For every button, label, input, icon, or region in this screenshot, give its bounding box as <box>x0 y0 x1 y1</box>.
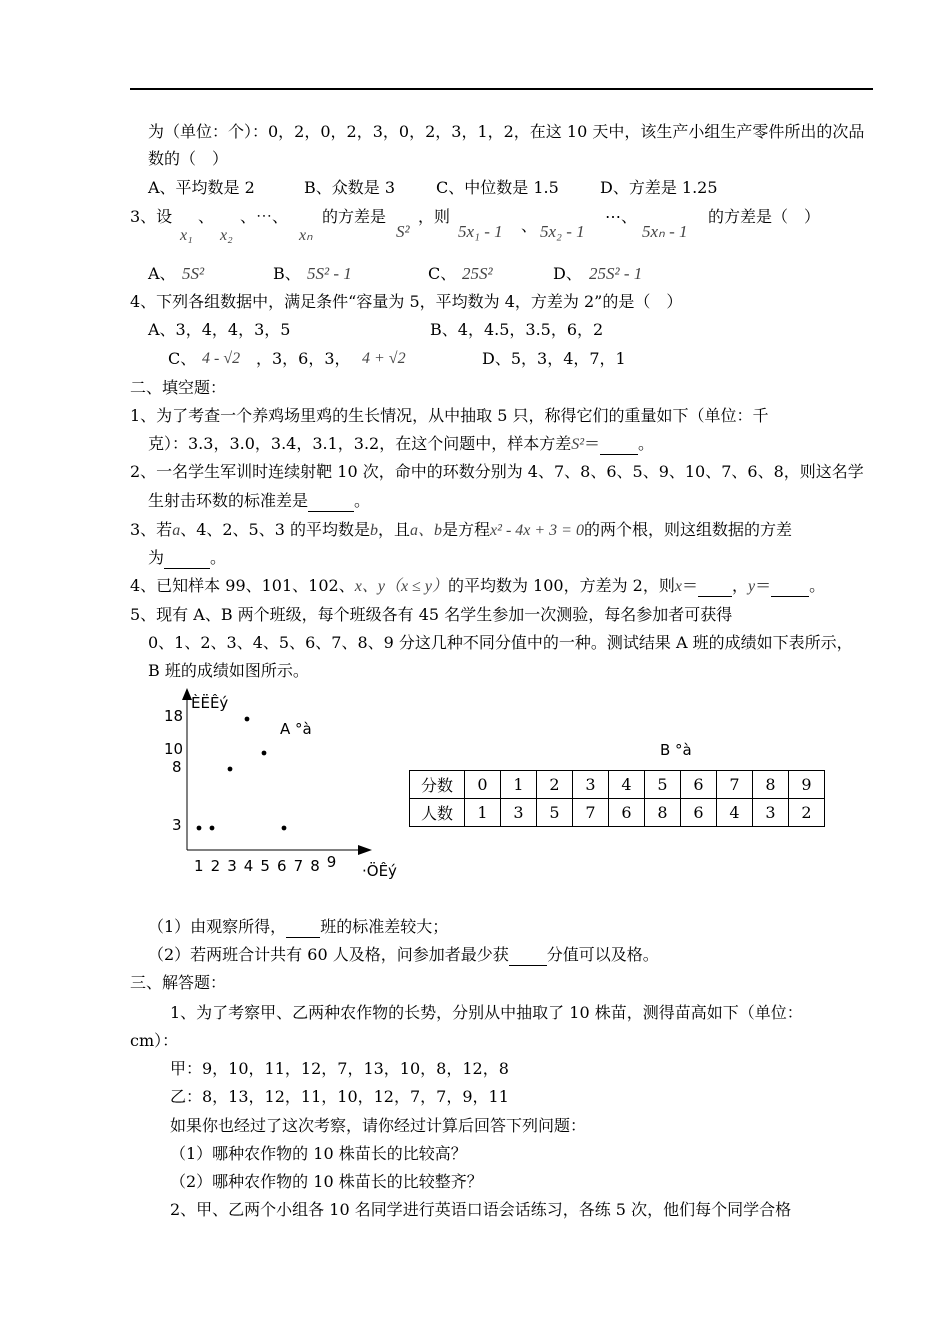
q2-stem-line1: 为（单位：个）：0，2，0，2，3，0，2，3，1，2，在这 10 天中，该生产小组生产零件所出的次品 <box>148 122 865 141</box>
score-row-header: 分数 <box>410 771 465 799</box>
answer1-yi-data: 乙：8，13，12，11，10，12，7，7，9，11 <box>170 1087 509 1106</box>
score-cell: 8 <box>753 771 789 799</box>
data-point <box>282 826 287 831</box>
answer1-jia-data: 甲：9，10，11，12，7，13，10，8，12，8 <box>170 1059 509 1078</box>
q3-opt-c-expr: 25S² <box>462 264 493 283</box>
q3-opt-b-label: B、 <box>273 264 301 283</box>
q4-stem: 4、下列各组数据中，满足条件“容量为 5，平均数为 4，方差为 2”的是（ ） <box>130 292 683 311</box>
count-cell: 5 <box>537 799 573 827</box>
q3-x1: x₁ <box>180 227 193 244</box>
fill5-line2: 0、1、2、3、4、5、6、7、8、9 分这几种不同分值中的一种。测试结果 A 班的成绩如下表所示， <box>148 633 853 652</box>
x-tick-label: 6 <box>277 857 287 875</box>
q3-s2: S² <box>396 222 410 241</box>
fill4-line: 4、已知样本 99、101、102、x、y（x ≤ y）的平均数为 100，方差为 2，则x＝ ，y＝ 。 <box>130 576 826 595</box>
count-cell: 3 <box>753 799 789 827</box>
subq2: （2）若两班合计共有 60 人及格，问参加者最少获 分值可以及格。 <box>148 945 659 964</box>
q3-sep2: 、 <box>521 216 538 235</box>
q3-dots: 、⋯、 <box>240 207 289 226</box>
fill2-line1: 2、一名学生军训时连续射靶 10 次，命中的环数分别为 4、7、8、6、5、9、10、7、6、8，则这名学 <box>130 462 864 481</box>
x-tick-label: 3 <box>227 857 237 875</box>
answer1-line2: cm）： <box>130 1031 179 1050</box>
q4-option-c-expr1: 4 - √2 <box>202 350 241 367</box>
q3-e2: 5x₂ - 1 <box>540 222 585 241</box>
score-cell: 5 <box>645 771 681 799</box>
q3-lead: 3、设 <box>130 207 173 226</box>
class-b-caption: B °à <box>660 741 692 759</box>
answer1-line1: 1、为了考察甲、乙两种农作物的长势，分别从中抽取了 10 株苗，测得苗高如下（单位： <box>170 1003 803 1022</box>
fill5-line1: 5、现有 A、B 两个班级，每个班级各有 45 名学生参加一次测验，每名参加者可获得 <box>130 605 733 624</box>
class-b-score-table <box>409 770 825 827</box>
count-cell: 8 <box>645 799 681 827</box>
q3-opt-a-expr: 5S² <box>182 264 205 283</box>
count-cell: 6 <box>681 799 717 827</box>
fill5-line3: B 班的成绩如图所示。 <box>148 661 309 680</box>
class-a-scatter-chart <box>150 682 410 882</box>
y-tick-label: 8 <box>172 758 182 776</box>
q3-sep1: 、 <box>198 207 215 226</box>
answer1-ask: 如果你也经过了这次考察，请你经过计算后回答下列问题： <box>170 1116 587 1135</box>
score-cell: 0 <box>465 771 501 799</box>
score-row <box>410 771 825 799</box>
section2-title: 二、填空题： <box>130 378 227 397</box>
data-points <box>197 717 287 831</box>
x-tick-label: 8 <box>310 857 320 875</box>
count-cell: 4 <box>717 799 753 827</box>
q3-en: 5xₙ - 1 <box>642 222 688 241</box>
score-cell: 7 <box>717 771 753 799</box>
x-axis-label: ·ÖÊý <box>362 862 397 880</box>
q4-option-b: B、4，4.5，3.5，6，2 <box>430 320 604 339</box>
count-cell: 1 <box>465 799 501 827</box>
count-cell: 3 <box>501 799 537 827</box>
fill1-line2: 克）：3.3，3.0，3.4，3.1，3.2，在这个问题中，样本方差S²＝ 。 <box>148 434 655 453</box>
q4-option-c-expr2: 4 + √2 <box>362 350 406 367</box>
y-tick-label: 18 <box>164 707 184 725</box>
q3-then: ，则 <box>418 207 451 226</box>
count-cell: 7 <box>573 799 609 827</box>
q4-option-c-mid: ，3，6，3， <box>256 349 351 368</box>
fill3-line2: 为 。 <box>148 548 227 567</box>
q4-option-c-label: C、 <box>168 349 197 368</box>
header-rule <box>130 88 873 90</box>
count-row-header: 人数 <box>410 799 465 827</box>
q2-option-a: A、平均数是 2 <box>148 178 255 197</box>
fill3-line1: 3、若a、4、2、5、3 的平均数是b，且a、b是方程x² - 4x + 3 = 0的两个根，则这组数据的方差 <box>130 520 792 539</box>
x-tick-label: 7 <box>293 857 304 875</box>
count-row <box>410 799 825 827</box>
score-cell: 1 <box>501 771 537 799</box>
q3-opt-a-label: A、 <box>148 264 176 283</box>
q3-opt-b-expr: 5S² - 1 <box>307 264 352 283</box>
q3-opt-c-label: C、 <box>428 264 457 283</box>
x-tick-label: 1 <box>194 857 204 875</box>
data-point <box>262 751 267 756</box>
q4-option-a: A、3，4，4，3，5 <box>148 320 291 339</box>
subq1: （1）由观察所得， 班的标准差较大； <box>148 917 449 936</box>
score-cell: 2 <box>537 771 573 799</box>
q3-dots2: ⋯、 <box>605 207 638 226</box>
y-axis-label: ÈËÊý <box>191 694 229 712</box>
x-tick-label: 2 <box>210 857 221 875</box>
q3-mid: 的方差是 <box>322 207 387 226</box>
chart-title: A °à <box>280 720 312 738</box>
q3-x2: x₂ <box>220 227 233 244</box>
q2-option-c: C、中位数是 1.5 <box>436 178 559 197</box>
x-tick-labels <box>194 853 336 875</box>
x-tick-label: 4 <box>243 857 254 875</box>
data-point <box>197 826 202 831</box>
q2-option-b: B、众数是 3 <box>304 178 396 197</box>
q3-opt-d-expr: 25S² - 1 <box>589 264 643 283</box>
q2-option-d: D、方差是 1.25 <box>600 178 718 197</box>
x-tick-label: 9 <box>326 853 337 871</box>
answer1-q1: （1）哪种农作物的 10 株苗长的比较高？ <box>170 1144 467 1163</box>
score-cell: 4 <box>609 771 645 799</box>
score-cell: 6 <box>681 771 717 799</box>
fill2-line2: 生射击环数的标准差是 。 <box>148 491 371 510</box>
data-point <box>245 717 250 722</box>
q2-stem-line2: 数的（ ） <box>148 149 229 168</box>
q3-xn: xₙ <box>299 227 313 244</box>
answer1-q2: （2）哪种农作物的 10 株苗长的比较整齐？ <box>170 1172 483 1191</box>
answer2-line1: 2、甲、乙两个小组各 10 名同学进行英语口语会话练习，各练 5 次，他们每个同学合格 <box>170 1200 792 1219</box>
data-point <box>210 826 215 831</box>
q4-option-d: D、5，3，4，7，1 <box>482 349 626 368</box>
y-tick-label: 10 <box>164 740 184 758</box>
score-cell: 3 <box>573 771 609 799</box>
x-tick-label: 5 <box>260 857 270 875</box>
count-cell: 2 <box>789 799 825 827</box>
count-cell: 6 <box>609 799 645 827</box>
y-tick-label: 3 <box>172 816 182 834</box>
q3-tail: 的方差是（ ） <box>708 207 821 226</box>
score-cell: 9 <box>789 771 825 799</box>
fill1-line1: 1、为了考查一个养鸡场里鸡的生长情况，从中抽取 5 只，称得它们的重量如下（单位：千 <box>130 406 769 425</box>
q3-e1: 5x₁ - 1 <box>458 222 503 241</box>
y-tick-labels <box>164 707 183 834</box>
data-point <box>228 767 233 772</box>
section3-title: 三、解答题： <box>130 973 227 992</box>
x-axis-arrow <box>358 845 372 855</box>
q3-opt-d-label: D、 <box>553 264 582 283</box>
